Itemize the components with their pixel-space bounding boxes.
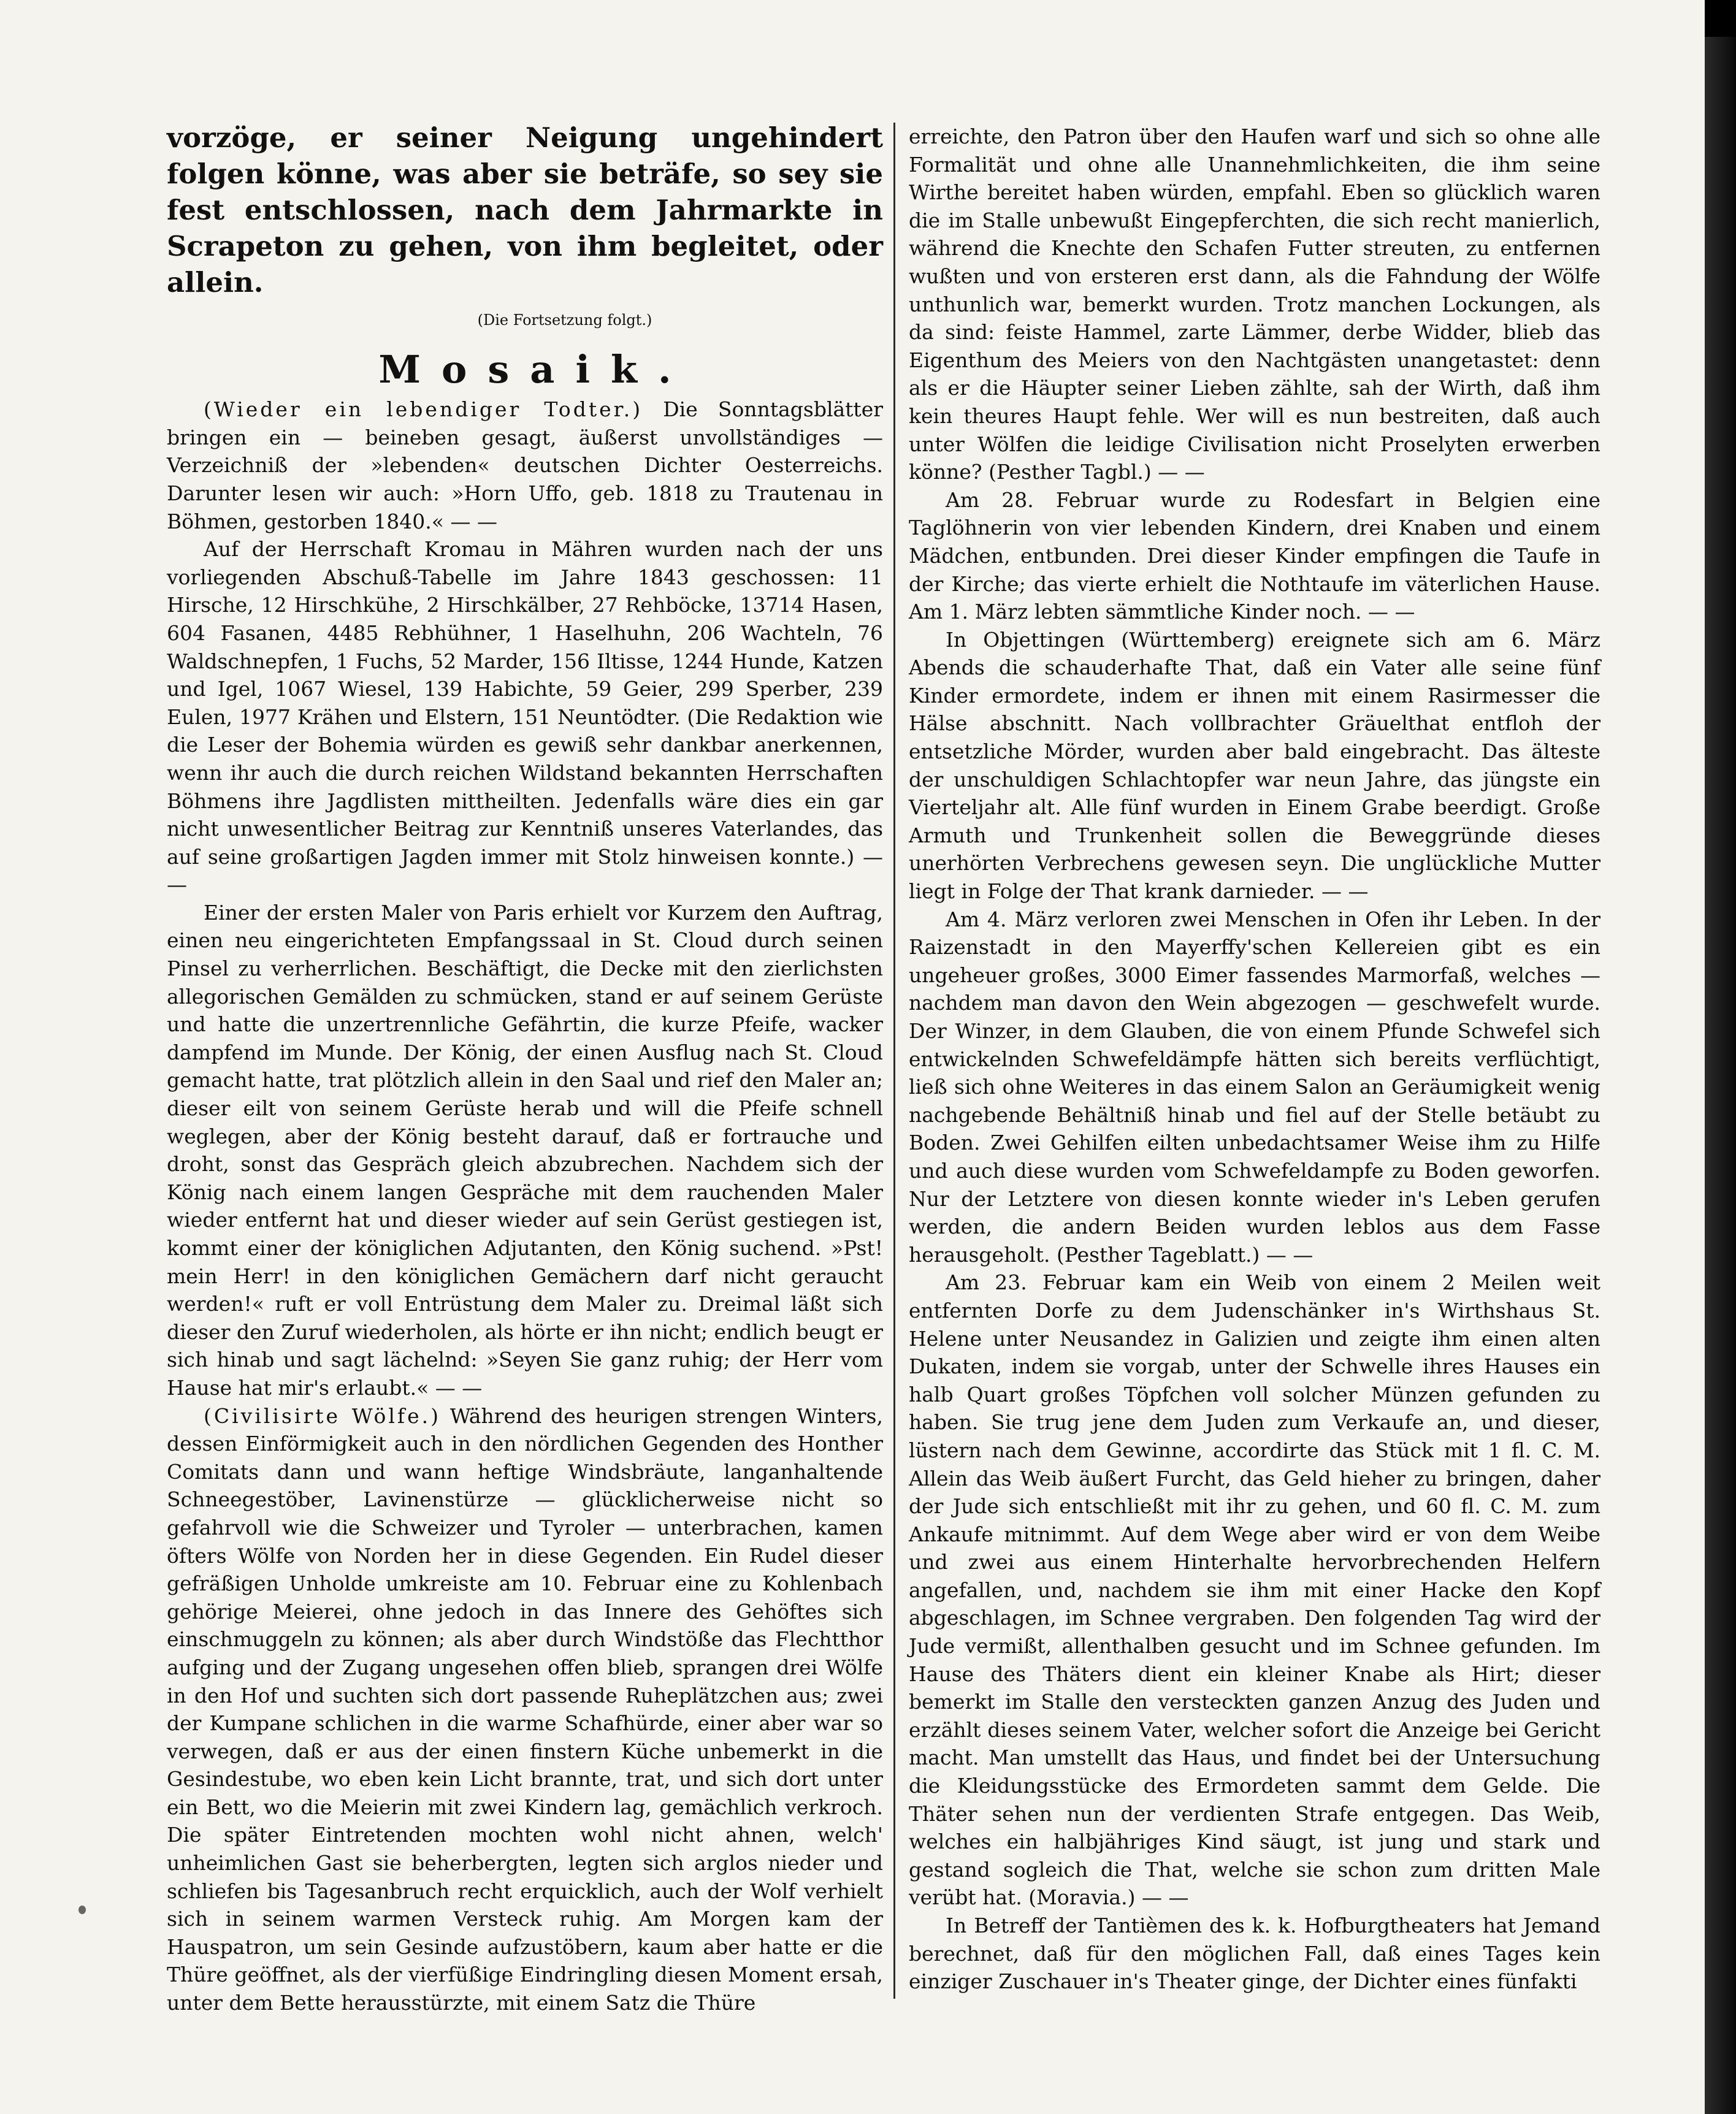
article-kromau-hunt: Auf der Herrschaft Kromau in Mähren wurden nach der uns vorliegenden Abschuß-Tabelle im Jahre 1843 geschossen: 11 Hirsche, 12 Hirschkühe, 2 Hirschkälber, 27 Rehböcke, 13714 Hasen, 604 Fasanen, 4485 Rebhühner, 1 Haselhuhn, 206 Wachteln, 76 Waldschnepfen, 1 Fuchs, 52 Marder, 156 Iltisse, 1244 Hunde, Katzen und Igel, 1067 Wiesel, 139 Habichte, 59 Geier, 299 Sperber, 239 Eulen, 1977 Krähen und Elstern, 151 Neuntödter. (Die Redaktion wie die Leser der Bohemia würden es gewiß sehr dankbar anerkennen, wenn ihr auch die durch reichen Wildstand bekannten Herrschaften Böhmens ihre Jagdlisten mittheilten. Jedenfalls wäre dies ein gar nicht unwesentlicher Beitrag zur Kenntniß unseres Vaterlandes, das auf seine großartigen Jagden immer mit Stolz hinweisen konnte.) — — xyxy=(167,537,883,897)
scan-edge-strip xyxy=(1705,0,1736,37)
continuation-note: (Die Fortsetzung folgt.) xyxy=(477,311,652,329)
article-label: (Civilisirte Wölfe.) xyxy=(204,1403,441,1428)
article-quadruplets: Am 28. Februar wurde zu Rodesfart in Belgien eine Taglöhnerin von vier lebenden Kindern, drei Knaben und einem Mädchen, entbunden. Drei dieser Kinder empfingen die Taufe in der Kirche; das vierte erhielt die Nothtaufe im väterlichen Hause. Am 1. März lebten sämmtliche Kinder noch. — — xyxy=(909,487,1600,624)
column-divider xyxy=(893,123,895,1999)
article-civilised-wolves xyxy=(167,1402,883,2017)
paper-mark xyxy=(78,1906,86,1914)
left-column xyxy=(167,120,883,2017)
article-label: (Wieder ein lebendiger Todter.) xyxy=(204,397,643,422)
lead-paragraph: vorzöge, er seiner Neigung ungehindert folgen könne, was aber sie beträfe, so sey sie fest entschlossen, nach dem Jahrmarkte in Scrapeton zu gehen, von ihm begleitet, oder allein. xyxy=(167,121,883,299)
article-body: Die Sonntagsblätter bringen ein — beineben gesagt, äußerst unvollständiges — Verzeichniß der »lebenden« deutschen Dichter Oesterreichs. Darunter lesen wir auch: »Horn Uffo, geb. 1818 zu Trautenau in Böhmen, gestorben 1840.« — — xyxy=(167,397,883,533)
article-objettingen: In Objettingen (Württemberg) ereignete sich am 6. März Abends die schauderhafte That, daß ein Vater alle seine fünf Kinder ermordete, indem er ihnen mit einem Rasirmesser die Hälse abschnitt. Nach vollbrachter Gräuelthat entfloh der entsetzliche Mörder, wurden aber bald eingebracht. Das älteste der unschuldigen Schlachtopfer war neun Jahre, das jüngste ein Vierteljahr alt. Alle fünf wurden in Einem Grabe beerdigt. Große Armuth und Trunkenheit sollen die Beweggründe dieses unerhörten Verbrechens gewesen seyn. Die unglückliche Mutter liegt in Folge der That krank darnieder. — — xyxy=(909,627,1600,904)
article-paris-painter: Einer der ersten Maler von Paris erhielt vor Kurzem den Auftrag, einen neu eingerichteten Empfangssaal in St. Cloud durch seinen Pinsel zu verherrlichen. Beschäftigt, die Decke mit den zierlichsten allegorischen Gemälden zu schmücken, stand er auf seinem Gerüste und hatte die unzertrennliche Gefährtin, die kurze Pfeife, wacker dampfend im Munde. Der König, der einen Ausflug nach St. Cloud gemacht hatte, trat plötzlich allein in den Saal und rief den Maler an; dieser eilt von seinem Gerüste herab und will die Pfeife schnell weglegen, aber der König besteht darauf, daß er fortrauche und droht, sonst das Gespräch gleich abzubrechen. Nachdem sich der König nach einem langen Gespräche mit dem rauchenden Maler wieder entfernt hat und dieser wieder auf sein Gerüst gestiegen ist, kommt einer der königlichen Adjutanten, den König suchend. »Pst! mein Herr! in den königlichen Gemächern darf nicht geraucht werden!« ruft er voll Entrüstung dem Maler zu. Dreimal läßt sich dieser den Zuruf wiederholen, als hörte er ihn nicht; endlich beugt er sich hinab und sagt lächelnd: »Seyen Sie ganz ruhig; der Herr vom Hause hat mir's erlaubt.« — — xyxy=(167,900,883,1400)
article-ofen-cellar: Am 4. März verloren zwei Menschen in Ofen ihr Leben. In der Raizenstadt in den Mayerffy'schen Kellereien gibt es ein ungeheuer großes, 3000 Eimer fassendes Marmorfaß, welches — nachdem man davon den Wein abgezogen — geschwefelt wurde. Der Winzer, in dem Glauben, die von einem Pfunde Schwefel sich entwickelnden Schwefeldämpfe hätten sich bereits verflüchtigt, ließ sich ohne Weiteres in das einem Salon an Geräumigkeit wenig nachgebende Behältniß hinab und fiel auf der Stelle betäubt zu Boden. Zwei Gehilfen eilten unbedachtsamer Weise ihm zu Hilfe und auch diese wurden vom Schwefeldampfe zu Boden geworfen. Nur der Letztere von diesen konnte wieder in's Leben gerufen werden, die andern Beiden wurden leblos aus dem Fasse herausgeholt. (Pesther Tageblatt.) — — xyxy=(909,907,1600,1267)
article-living-dead xyxy=(167,395,883,535)
section-heading: Mosaik. xyxy=(378,346,692,392)
article-wolves-continued: erreichte, den Patron über den Haufen warf und sich so ohne alle Formalität und ohne alle Unannehmlichkeiten, die ihm seine Wirthe bereitet haben würden, empfahl. Eben so glücklich waren die im Stalle unbewußt Eingepferchten, die sich recht manierlich, während die Knechte den Schafen Futter streuten, zu entfernen wußten und von ersteren erst dann, als die Fahndung der Wölfe unthunlich war, bemerkt wurden. Trotz manchen Lockungen, als da sind: feiste Hammel, zarte Lämmer, derbe Widder, blieb das Eigenthum des Meiers von den Nachtgästen unangetastet: denn als er die Häupter seiner Lieben zählte, sah der Wirth, daß ihm kein theures Haupt fehle. Wer will es nun bestreiten, daß auch unter Wölfen die leidige Civilisation nicht Proselyten erwerben könne? (Pesther Tagbl.) — — xyxy=(909,124,1600,484)
article-body: Während des heurigen strengen Winters, dessen Einförmigkeit auch in den nördlichen Gegenden des Honther Comitats dann und wann heftige Windsbräute, langanhaltende Schneegestöber, Lavinenstürze — glücklicherweise nicht so gefahrvoll wie die Schweizer und Tyroler — unterbrachen, kamen öfters Wölfe von Norden her in diese Gegenden. Ein Rudel dieser gefräßigen Unholde umkreiste am 10. Februar eine zu Kohlenbach gehörige Meierei, ohne jedoch in das Innere des Gehöftes sich einschmuggeln zu können; als aber durch Windstöße das Flechtthor aufging und der Zugang ungesehen offen blieb, sprangen drei Wölfe in den Hof und suchten sich dort passende Ruheplätzchen aus; zwei der Kumpane schlichen in die warme Schafhürde, einer aber war so verwegen, daß er aus der einen finstern Küche unbemerkt in die Gesindestube, wo eben kein Licht brannte, trat, und sich dort unter ein Bett, wo die Meierin mit zwei Kindern lag, gemächlich verkroch. Die später Eintretenden mochten wohl nicht ahnen, welch' unheimlichen Gast sie beherbergten, legten sich arglos nieder und schliefen bis Tagesanbruch recht erquicklich, auch der Wolf verhielt sich in seinem warmen Versteck ruhig. Am Morgen kam der Hauspatron, um sein Gesinde aufzustöbern, kaum aber hatte er die Thüre geöffnet, als der vierfüßige Eindringling diesen Moment ersah, unter dem Bette herausstürzte, mit einem Satz die Thüre xyxy=(167,1403,883,2015)
article-galicia-murder: Am 23. Februar kam ein Weib von einem 2 Meilen weit entfernten Dorfe zu dem Judenschänker in's Wirthshaus St. Helene unter Neusandez in Galizien und zeigte ihm einen alten Dukaten, indem sie vorgab, unter der Schwelle ihres Hauses ein halb Quart großes Töpfchen voll solcher Münzen gefunden zu haben. Sie trug jene dem Juden zum Verkaufe an, und dieser, lüstern nach dem Gewinne, accordirte das Stück mit 1 fl. C. M. Allein das Weib äußert Furcht, das Geld hieher zu bringen, daher der Jude sich entschließt mit ihr zu gehen, und 60 fl. C. M. zum Ankaufe mitnimmt. Auf dem Wege aber wird er von dem Weibe und zwei aus einem Hinterhalte hervorbrechenden Helfern angefallen, und, nachdem sie ihm mit einer Hacke den Kopf abgeschlagen, im Schnee vergraben. Den folgenden Tag wird der Jude vermißt, allenthalben gesucht und im Schnee gefunden. Im Hause des Thäters dient ein kleiner Knabe als Hirt; dieser bemerkt im Stalle den versteckten ganzen Anzug des Juden und erzählt dieses seinem Vater, welcher sofort die Anzeige bei Gericht macht. Man umstellt das Haus, und findet bei der Untersuchung die Kleidungsstücke des Ermordeten sammt dem Gelde. Die Thäter sehen nun der verdienten Strafe entgegen. Das Weib, welches ein halbjähriges Kind säugt, ist jung und stark und gestand sogleich die That, welche sie schon zum dritten Male verübt hat. (Moravia.) — — xyxy=(909,1270,1600,1910)
right-column xyxy=(909,123,1600,1996)
article-hofburgtheater: In Betreff der Tantièmen des k. k. Hofburgtheaters hat Jemand berechnet, daß für den möglichen Fall, daß eines Tages kein einziger Zuschauer in's Theater ginge, der Dichter eines fünfakti xyxy=(909,1914,1600,1994)
scan-edge xyxy=(1705,0,1736,2114)
